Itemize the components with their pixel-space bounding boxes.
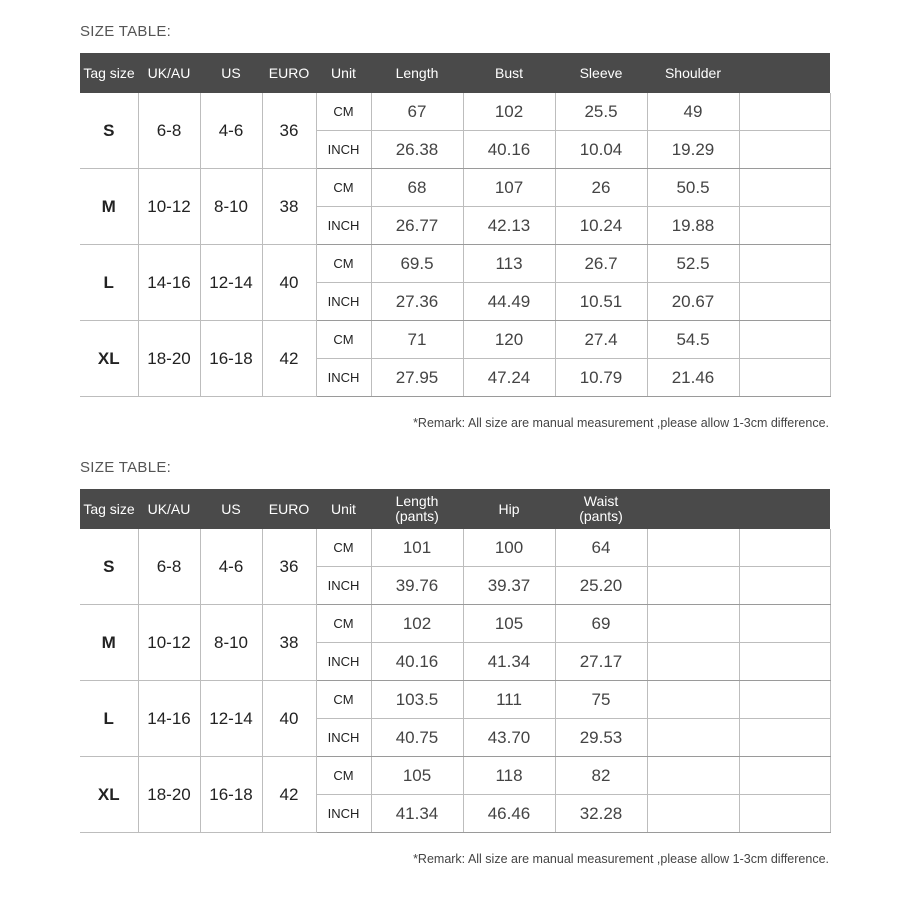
uk-au-cell: 10-12: [138, 169, 200, 245]
hip-cell: 43.70: [463, 719, 555, 757]
hip-cell: 111: [463, 681, 555, 719]
unit-cell: CM: [316, 681, 371, 719]
waist-cell: 29.53: [555, 719, 647, 757]
unit-cell: CM: [316, 605, 371, 643]
length-cell: 69.5: [371, 245, 463, 283]
us-cell: 16-18: [200, 321, 262, 397]
length-cell: 105: [371, 757, 463, 795]
header-shoulder: Shoulder: [647, 53, 739, 93]
length-cell: 27.95: [371, 359, 463, 397]
empty-cell: [647, 605, 739, 643]
header-bust: Bust: [463, 53, 555, 93]
uk-au-cell: 6-8: [138, 93, 200, 169]
uk-au-cell: 6-8: [138, 529, 200, 605]
measurement-remark: *Remark: All size are manual measurement ,please allow 1-3cm difference.: [413, 852, 829, 866]
unit-cell: CM: [316, 529, 371, 567]
header-tag-size: Tag size: [80, 53, 138, 93]
header-unit: Unit: [316, 53, 371, 93]
waist-cell: 69: [555, 605, 647, 643]
uk-au-cell: 14-16: [138, 681, 200, 757]
header-us: US: [200, 489, 262, 529]
waist-cell: 25.20: [555, 567, 647, 605]
waist-cell: 32.28: [555, 795, 647, 833]
header-length-pants: Length (pants): [371, 489, 463, 529]
sleeve-cell: 10.24: [555, 207, 647, 245]
us-cell: 4-6: [200, 93, 262, 169]
us-cell: 4-6: [200, 529, 262, 605]
euro-cell: 40: [262, 681, 316, 757]
empty-cell: [647, 681, 739, 719]
uk-au-cell: 18-20: [138, 757, 200, 833]
header-empty: [739, 53, 830, 93]
empty-cell: [739, 757, 830, 795]
hip-cell: 105: [463, 605, 555, 643]
table-row: [80, 93, 830, 131]
unit-cell: INCH: [316, 359, 371, 397]
us-cell: 12-14: [200, 681, 262, 757]
empty-cell: [739, 283, 830, 321]
length-cell: 40.16: [371, 643, 463, 681]
us-cell: 8-10: [200, 169, 262, 245]
empty-cell: [739, 245, 830, 283]
unit-cell: CM: [316, 169, 371, 207]
euro-cell: 36: [262, 93, 316, 169]
unit-cell: INCH: [316, 131, 371, 169]
tag-size-cell: L: [80, 245, 138, 321]
tag-size-cell: XL: [80, 321, 138, 397]
empty-cell: [739, 643, 830, 681]
header-uk-au: UK/AU: [138, 489, 200, 529]
length-cell: 67: [371, 93, 463, 131]
unit-cell: INCH: [316, 207, 371, 245]
length-cell: 26.38: [371, 131, 463, 169]
shoulder-cell: 50.5: [647, 169, 739, 207]
bust-cell: 113: [463, 245, 555, 283]
table-row: [80, 757, 830, 795]
sleeve-cell: 10.04: [555, 131, 647, 169]
empty-cell: [647, 795, 739, 833]
unit-cell: INCH: [316, 795, 371, 833]
header-uk-au: UK/AU: [138, 53, 200, 93]
header-euro: EURO: [262, 489, 316, 529]
header-hip: Hip: [463, 489, 555, 529]
sleeve-cell: 10.79: [555, 359, 647, 397]
empty-cell: [739, 681, 830, 719]
shoulder-cell: 21.46: [647, 359, 739, 397]
header-empty: [739, 489, 830, 529]
header-tag-size: Tag size: [80, 489, 138, 529]
tag-size-cell: S: [80, 529, 138, 605]
waist-cell: 82: [555, 757, 647, 795]
euro-cell: 38: [262, 605, 316, 681]
hip-cell: 41.34: [463, 643, 555, 681]
size-table-title: SIZE TABLE:: [80, 459, 172, 476]
bust-cell: 42.13: [463, 207, 555, 245]
top-size-table: [80, 53, 831, 397]
length-cell: 41.34: [371, 795, 463, 833]
us-cell: 8-10: [200, 605, 262, 681]
empty-cell: [739, 207, 830, 245]
table-row: [80, 529, 830, 567]
length-cell: 101: [371, 529, 463, 567]
table-header-row: [80, 53, 830, 93]
header-length: Length: [371, 53, 463, 93]
waist-cell: 75: [555, 681, 647, 719]
shoulder-cell: 19.29: [647, 131, 739, 169]
uk-au-cell: 18-20: [138, 321, 200, 397]
bust-cell: 120: [463, 321, 555, 359]
sleeve-cell: 10.51: [555, 283, 647, 321]
euro-cell: 42: [262, 321, 316, 397]
us-cell: 12-14: [200, 245, 262, 321]
table-row: [80, 681, 830, 719]
length-cell: 71: [371, 321, 463, 359]
header-sleeve: Sleeve: [555, 53, 647, 93]
shoulder-cell: 49: [647, 93, 739, 131]
bust-cell: 107: [463, 169, 555, 207]
empty-cell: [739, 359, 830, 397]
unit-cell: CM: [316, 93, 371, 131]
sleeve-cell: 26: [555, 169, 647, 207]
length-cell: 103.5: [371, 681, 463, 719]
hip-cell: 39.37: [463, 567, 555, 605]
empty-cell: [739, 567, 830, 605]
shoulder-cell: 52.5: [647, 245, 739, 283]
unit-cell: INCH: [316, 567, 371, 605]
length-cell: 68: [371, 169, 463, 207]
hip-cell: 118: [463, 757, 555, 795]
empty-cell: [647, 643, 739, 681]
header-empty: [647, 489, 739, 529]
empty-cell: [739, 169, 830, 207]
tag-size-cell: M: [80, 605, 138, 681]
unit-cell: CM: [316, 245, 371, 283]
euro-cell: 36: [262, 529, 316, 605]
bust-cell: 47.24: [463, 359, 555, 397]
shoulder-cell: 20.67: [647, 283, 739, 321]
size-table-title: SIZE TABLE:: [80, 23, 172, 40]
sleeve-cell: 27.4: [555, 321, 647, 359]
hip-cell: 46.46: [463, 795, 555, 833]
shoulder-cell: 19.88: [647, 207, 739, 245]
bottom-size-table: [80, 489, 831, 833]
shoulder-cell: 54.5: [647, 321, 739, 359]
tag-size-cell: L: [80, 681, 138, 757]
euro-cell: 38: [262, 169, 316, 245]
unit-cell: INCH: [316, 643, 371, 681]
table-header-row: [80, 489, 830, 529]
tag-size-cell: S: [80, 93, 138, 169]
empty-cell: [739, 795, 830, 833]
unit-cell: INCH: [316, 719, 371, 757]
length-cell: 26.77: [371, 207, 463, 245]
unit-cell: CM: [316, 757, 371, 795]
sleeve-cell: 25.5: [555, 93, 647, 131]
header-euro: EURO: [262, 53, 316, 93]
empty-cell: [739, 529, 830, 567]
table-row: [80, 321, 830, 359]
empty-cell: [739, 321, 830, 359]
empty-cell: [647, 757, 739, 795]
tag-size-cell: XL: [80, 757, 138, 833]
table-row: [80, 605, 830, 643]
unit-cell: INCH: [316, 283, 371, 321]
hip-cell: 100: [463, 529, 555, 567]
waist-cell: 27.17: [555, 643, 647, 681]
empty-cell: [647, 529, 739, 567]
uk-au-cell: 14-16: [138, 245, 200, 321]
table-row: [80, 169, 830, 207]
bust-cell: 44.49: [463, 283, 555, 321]
bust-cell: 40.16: [463, 131, 555, 169]
header-us: US: [200, 53, 262, 93]
empty-cell: [739, 719, 830, 757]
euro-cell: 42: [262, 757, 316, 833]
table-row: [80, 245, 830, 283]
length-cell: 39.76: [371, 567, 463, 605]
uk-au-cell: 10-12: [138, 605, 200, 681]
empty-cell: [647, 719, 739, 757]
empty-cell: [739, 605, 830, 643]
measurement-remark: *Remark: All size are manual measurement ,please allow 1-3cm difference.: [413, 416, 829, 430]
length-cell: 40.75: [371, 719, 463, 757]
unit-cell: CM: [316, 321, 371, 359]
sleeve-cell: 26.7: [555, 245, 647, 283]
waist-cell: 64: [555, 529, 647, 567]
header-waist-pants: Waist (pants): [555, 489, 647, 529]
length-cell: 102: [371, 605, 463, 643]
bust-cell: 102: [463, 93, 555, 131]
empty-cell: [739, 93, 830, 131]
us-cell: 16-18: [200, 757, 262, 833]
euro-cell: 40: [262, 245, 316, 321]
empty-cell: [647, 567, 739, 605]
length-cell: 27.36: [371, 283, 463, 321]
empty-cell: [739, 131, 830, 169]
header-unit: Unit: [316, 489, 371, 529]
tag-size-cell: M: [80, 169, 138, 245]
